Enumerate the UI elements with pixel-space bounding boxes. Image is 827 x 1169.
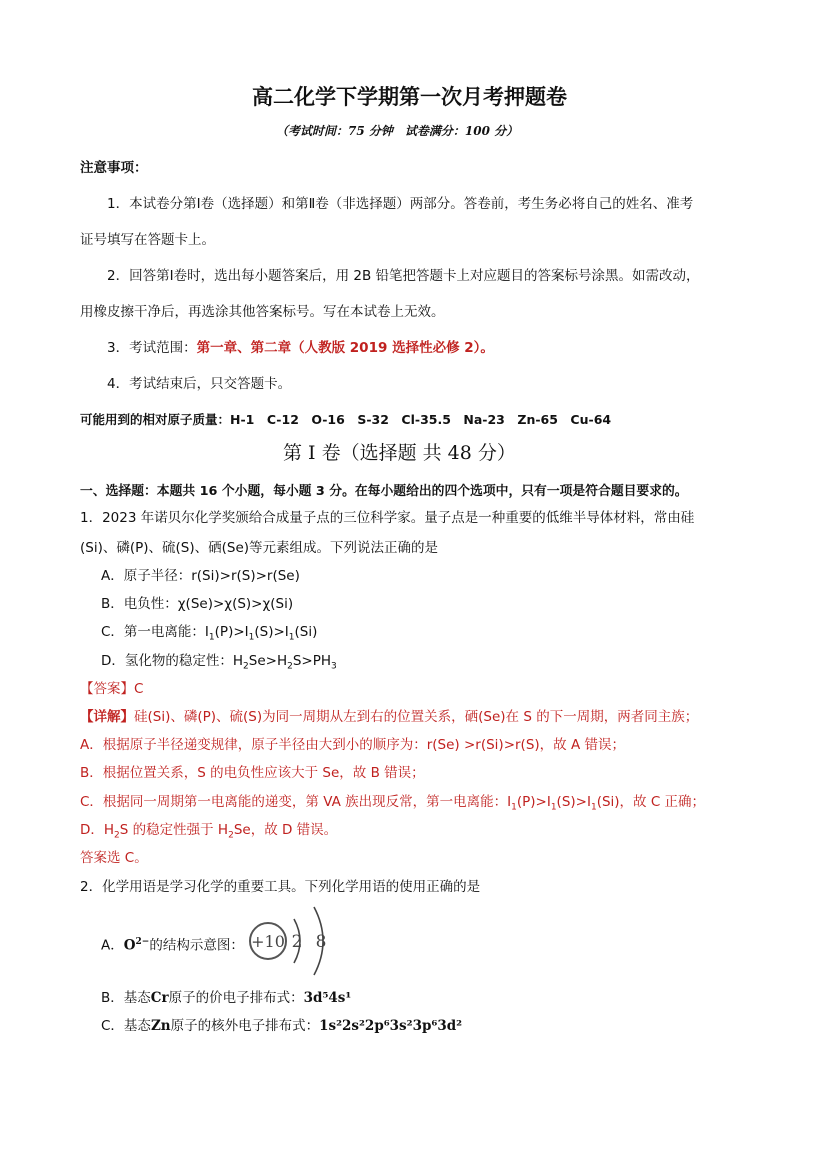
q1-option-c-text: C．第一电离能：I <box>101 624 209 640</box>
q2-option-c-text: C．基态 <box>101 1018 151 1034</box>
q1-option-b: B．电负性：χ(Se)>χ(S)>χ(Si) <box>101 596 294 612</box>
q1-stem-line-2: (Si)、磷(P)、硫(S)、硒(Se)等元素组成。下列说法正确的是 <box>80 540 439 556</box>
q1-option-c-p: (P)>I <box>214 624 249 640</box>
subscript: 2 <box>228 830 234 841</box>
q2-option-b-mid: 原子的价电子排布式： <box>168 990 304 1006</box>
subscript: 1 <box>590 802 597 813</box>
section-1-title: 第 I 卷（选择题 共 48 分） <box>283 442 516 464</box>
q1-option-c-s: (S)>I <box>254 624 289 640</box>
q2-option-a-label: A． <box>101 937 124 954</box>
q1-detail-c-end: (Si)，故 C 正确； <box>596 794 706 810</box>
exam-title: 高二化学下学期第一次月考押题卷 <box>252 85 567 109</box>
subscript: 1 <box>511 802 517 813</box>
subscript: 3 <box>331 661 337 672</box>
exam-subtitle: （考试时间：75 分钟 试卷满分：100 分） <box>276 124 519 138</box>
atomic-structure-diagram <box>248 905 338 977</box>
subscript: 1 <box>550 802 557 813</box>
notice-item-1-line-2: 证号填写在答题卡上。 <box>80 232 215 248</box>
notice-heading: 注意事项： <box>80 160 148 176</box>
zinc-symbol: Zn <box>150 1018 171 1034</box>
shell-2-electrons: 8 <box>315 932 327 952</box>
subscript: 2 <box>243 661 249 672</box>
q1-option-d-se: Se>H <box>248 653 288 669</box>
subscript: 1 <box>288 632 295 643</box>
atomic-masses: 可能用到的相对原子质量：H-1 C-12 O-16 S-32 Cl-35.5 Na-23 Zn-65 Cu-64 <box>80 412 612 427</box>
q1-stem-line-1: 1．2023 年诺贝尔化学奖颁给合成量子点的三位科学家。量子点是一种重要的低维半导体材料，常由硅 <box>80 510 695 526</box>
q1-answer: 【答案】C <box>80 681 144 697</box>
cr-valence-config: 3d⁵4s¹ <box>303 990 352 1006</box>
shell-1-electrons: 2 <box>291 932 303 952</box>
q1-detail-c-s: (S)>I <box>556 794 591 810</box>
exam-scope: 第一章、第二章（人教版 2019 选择性必修 2）。 <box>196 340 494 356</box>
ion-charge: 2− <box>135 937 150 947</box>
nucleus-charge: +10 <box>251 932 285 951</box>
q1-detail-a: A．根据原子半径递变规律，原子半径由大到小的顺序为：r(Se) >r(Si)>r(S)，故 A 错误； <box>80 737 625 753</box>
q1-detail-c <box>80 792 705 818</box>
subscript: 2 <box>287 661 293 672</box>
q1-option-c <box>101 622 317 648</box>
q1-detail-label: 【详解】 <box>80 709 134 725</box>
zn-electron-config: 1s²2s²2p⁶3s²3p⁶3d² <box>319 1018 463 1034</box>
q1-option-d-text: D．氢化物的稳定性：H <box>101 653 244 669</box>
q1-detail-c-text: C．根据同一周期第一电离能的递变，第 VA 族出现反常，第一电离能：I <box>80 794 512 810</box>
q1-option-d <box>101 651 337 677</box>
section-1-instruction: 一、选择题：本题共 16 个小题，每小题 3 分。在每小题给出的四个选项中，只有一项是符合题目要求的。 <box>80 484 688 499</box>
subscript: 2 <box>114 830 120 841</box>
q2-stem: 2．化学用语是学习化学的重要工具。下列化学用语的使用正确的是 <box>80 879 481 895</box>
q1-detail-d-end: Se，故 D 错误。 <box>233 822 338 838</box>
q1-detail-d-mid: S 的稳定性强于 H <box>119 822 229 838</box>
q1-conclusion: 答案选 C。 <box>80 850 148 866</box>
q2-option-a-text: 的结构示意图： <box>149 937 244 954</box>
notice-item-2-line-1: 2．回答第Ⅰ卷时，选出每小题答案后，用 2B 铅笔把答题卡上对应题目的答案标号涂黑。如需改动， <box>107 268 700 284</box>
chromium-symbol: Cr <box>150 990 169 1006</box>
q1-option-d-s: S>PH <box>292 653 332 669</box>
q2-option-b-text: B．基态 <box>101 990 151 1006</box>
notice-item-4: 4．考试结束后，只交答题卡。 <box>107 376 292 392</box>
notice-item-2-line-2: 用橡皮擦干净后，再选涂其他答案标号。写在本试卷上无效。 <box>80 304 445 320</box>
q1-detail-text: 硅(Si)、磷(P)、硫(S)为同一周期从左到右的位置关系，硒(Se)在 S 的下一周期，两者同主族； <box>134 709 699 725</box>
q1-detail-d <box>80 820 337 846</box>
q2-option-c <box>101 1016 462 1036</box>
subscript: 1 <box>208 632 215 643</box>
q1-detail-b: B．根据位置关系，S 的电负性应该大于 Se，故 B 错误； <box>80 765 425 781</box>
notice-item-1-line-1: 1．本试卷分第Ⅰ卷（选择题）和第Ⅱ卷（非选择题）两部分。答卷前，考生务必将自己的姓名、准考 <box>107 196 694 212</box>
atomic-structure-svg <box>248 905 338 977</box>
q2-option-a <box>101 932 244 956</box>
subscript: 1 <box>248 632 255 643</box>
q1-detail-d-text: D．H <box>80 822 115 838</box>
q1-option-a: A．原子半径：r(Si)>r(S)>r(Se) <box>101 568 300 584</box>
q1-detail-line-1 <box>80 707 698 727</box>
q2-option-b <box>101 988 351 1008</box>
oxide-ion: O <box>123 937 136 954</box>
notice-item-3-prefix: 3．考试范围： <box>107 340 197 356</box>
q2-option-c-mid: 原子的核外电子排布式： <box>170 1018 320 1034</box>
notice-item-3 <box>107 338 494 358</box>
q1-option-c-si: (Si) <box>294 624 318 640</box>
q1-detail-c-p: (P)>I <box>516 794 551 810</box>
